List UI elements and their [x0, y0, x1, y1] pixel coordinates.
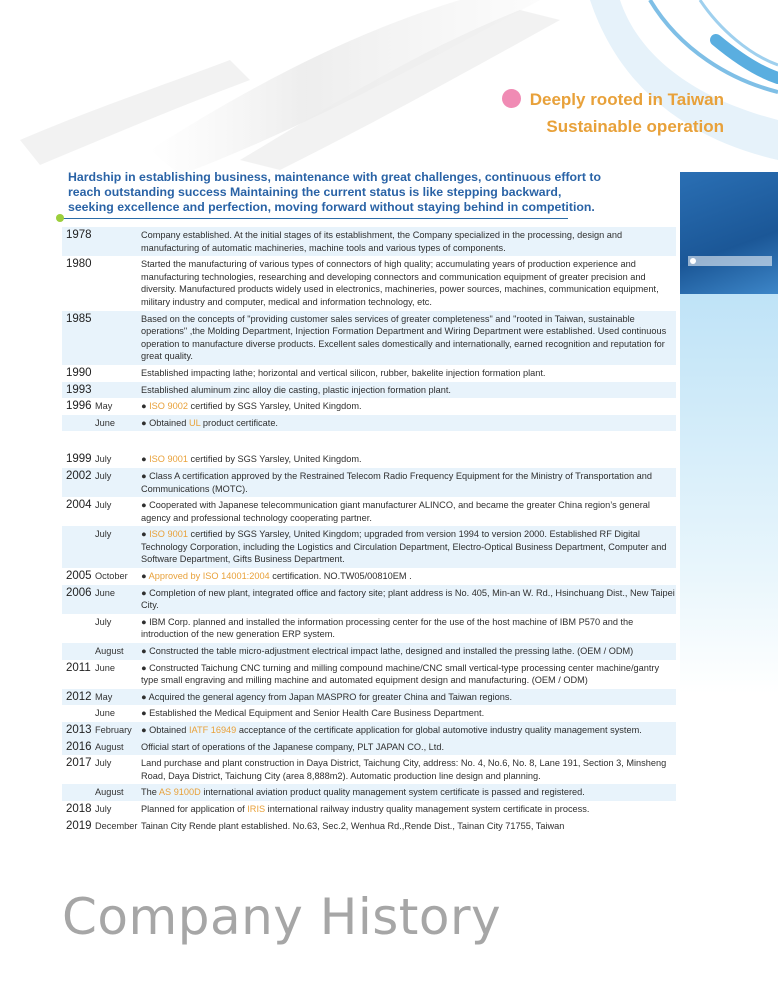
event-year: 2004 — [66, 499, 92, 512]
event-text-part: product certificate. — [200, 417, 278, 428]
intro-text — [68, 170, 628, 214]
event-month: June — [95, 417, 115, 428]
event-year: 2013 — [66, 724, 92, 736]
event-text — [141, 724, 676, 737]
table-row — [62, 431, 676, 451]
table-row — [62, 451, 676, 468]
table-row — [62, 468, 676, 497]
table-row — [62, 382, 676, 399]
event-year: 1996 — [66, 400, 92, 413]
event-text — [141, 757, 676, 782]
event-month: July — [95, 470, 112, 481]
table-row — [62, 497, 676, 526]
event-text-part: international aviation product quality management system certificate is passed and registered. — [200, 787, 585, 798]
event-text — [141, 645, 676, 658]
table-row — [62, 398, 676, 415]
event-text — [141, 662, 676, 687]
event-month: July — [95, 454, 112, 465]
table-row — [62, 526, 676, 568]
event-month: July — [95, 758, 112, 769]
history-timeline — [62, 227, 676, 834]
certification-highlight: ISO 9001 — [149, 454, 188, 465]
table-row — [62, 585, 676, 614]
table-row — [62, 660, 676, 689]
side-gradient-strip — [680, 294, 778, 694]
event-text-part: Established aluminum zinc alloy die casting, plastic injection formation plant. — [141, 384, 451, 395]
table-row — [62, 311, 676, 365]
event-text-part: ● — [141, 571, 149, 582]
side-photo — [680, 172, 778, 294]
event-text — [141, 229, 676, 254]
event-month: June — [95, 708, 115, 719]
event-text — [141, 741, 676, 754]
event-month: August — [95, 787, 124, 798]
event-text-part: international railway industry quality management system certificate in process. — [265, 803, 590, 814]
event-text-part: Official start of operations of the Japanese company, PLT JAPAN CO., Ltd. — [141, 741, 444, 752]
table-row — [62, 643, 676, 660]
pink-dot-icon — [502, 89, 521, 108]
event-text — [141, 313, 676, 363]
table-row — [62, 256, 676, 310]
event-year: 1980 — [66, 258, 92, 271]
event-text — [141, 786, 676, 799]
certification-highlight: IATF 16949 — [188, 725, 237, 735]
event-month: February — [95, 725, 132, 735]
table-row — [62, 227, 676, 256]
table-row — [62, 568, 676, 585]
event-year: 2019 — [66, 819, 92, 832]
certification-highlight: IRIS — [247, 803, 266, 814]
event-text-part: certified by SGS Yarsley, United Kingdom; upgraded from version 1994 to version 2000. Established RF Digital Technology Corporation, including the Logistics and Circulation Department, Electro-Optical Business Department, Computer and Software Department, Gifts Business Department. — [141, 529, 667, 565]
event-text — [141, 453, 676, 466]
event-text-part: Company established. At the initial stages of its establishment, the Company specialized in the processing, design and manufacturing of automatic machineries, machine tools and various types of components. — [141, 230, 623, 253]
intro-line: seeking excellence and perfection, moving forward without staying behind in competition. — [68, 199, 595, 214]
event-year: 1993 — [66, 383, 92, 396]
table-row — [62, 722, 676, 739]
event-text-part: Planned for application of — [141, 803, 248, 814]
certification-highlight: Approved by ISO 14001:2004 — [148, 571, 270, 582]
table-row — [62, 614, 676, 643]
event-year: 2012 — [66, 690, 92, 703]
heading-line-2: Sustainable operation — [546, 117, 724, 136]
event-month: December — [95, 820, 138, 831]
event-year: 2018 — [66, 802, 92, 815]
event-text-part: ● — [141, 529, 150, 540]
event-month: August — [95, 741, 124, 752]
event-text — [141, 803, 676, 816]
event-text-part: acceptance of the certificate application for global automotive industry quality management system. — [236, 725, 642, 735]
event-year: 1985 — [66, 312, 92, 325]
event-month: July — [95, 500, 112, 511]
event-year: 2017 — [66, 757, 92, 770]
event-year: 2002 — [66, 469, 92, 482]
event-text — [141, 499, 676, 524]
event-month: July — [95, 616, 112, 627]
event-text-part: certified by SGS Yarsley, United Kingdom. — [187, 401, 362, 412]
table-row — [62, 818, 676, 835]
event-text-part: Started the manufacturing of various types of connectors of high quality; accumulating years of production experience and manufacturing technologies, researching and developing connectors and communication equipment of greater precision and diversity. Manufactured products widely used in electronics, machineries, power sources, machines, communication equipment, military industry and computer, medical and information technology, etc. — [141, 259, 659, 307]
certification-highlight: AS 9100D — [158, 787, 201, 798]
event-text — [141, 367, 676, 380]
event-month: May — [95, 691, 113, 702]
event-month: May — [95, 401, 113, 412]
event-text-part: ● Class A certification approved by the Restrained Telecom Radio Frequency Equipment for the Ministry of Transportation and Communications (MOTC). — [141, 470, 652, 494]
table-row — [62, 739, 676, 756]
heading-line-1: Deeply rooted in Taiwan — [529, 90, 724, 109]
event-month: August — [95, 646, 124, 657]
event-text — [141, 528, 676, 566]
event-text — [141, 384, 676, 397]
table-row — [62, 365, 676, 382]
event-year: 2011 — [66, 661, 91, 674]
event-text-part: ● IBM Corp. planned and installed the information processing center for the use of the host machine of IBM P570 and the introduction of the new generation ERP system. — [141, 616, 634, 640]
event-text — [141, 570, 676, 583]
certification-highlight: ISO 9002 — [149, 401, 188, 412]
event-text — [141, 587, 676, 612]
event-month: October — [95, 571, 128, 582]
event-text-part: ● Acquired the general agency from Japan MASPRO for greater China and Taiwan regions. — [141, 691, 513, 702]
table-row — [62, 755, 676, 784]
event-text-part: ● Obtained — [141, 725, 189, 735]
table-row — [62, 705, 676, 722]
event-text-part: ● Constructed Taichung CNC turning and milling compound machine/CNC small vertical-type processing center machine/gantry type small engraving and milling machine and automated equipment design and manufacturing. (OEM / ODM) — [141, 662, 660, 686]
event-text — [141, 691, 676, 704]
event-text — [141, 400, 676, 413]
event-year: 1978 — [66, 229, 92, 241]
event-text-part: Land purchase and plant construction in Daya District, Taichung City, address: No. 4, No.6, No. 8, Lane 191, Section 3, Minsheng Road, Daya District, Taichung City (area 8,888m2). Automatic production line design and planning. — [141, 758, 667, 781]
event-year: 2005 — [66, 570, 92, 583]
table-row — [62, 784, 676, 801]
event-month: June — [95, 662, 115, 673]
event-text-part: Established impacting lathe; horizontal and vertical silicon, rubber, bakelite injection formation plant. — [141, 367, 546, 378]
page-heading — [502, 86, 724, 140]
event-year: 1999 — [66, 453, 92, 466]
event-text-part: ● Obtained — [141, 417, 189, 428]
event-text — [141, 470, 676, 495]
event-year: 1990 — [66, 366, 92, 379]
divider — [60, 218, 568, 219]
divider-dot-icon — [56, 214, 64, 222]
event-text — [141, 417, 676, 430]
event-text-part: certification. NO.TW05/00810EM . — [269, 571, 412, 582]
table-row — [62, 689, 676, 706]
event-text — [141, 616, 676, 641]
event-text-part: ● Constructed the table micro-adjustment electrical impact lathe, designed and installed the pressing lathe. (OEM / ODM) — [141, 646, 634, 657]
event-text-part: ● Cooperated with Japanese telecommunication giant manufacturer ALINCO, and became the greater China region’s general agency and professional technology cooperating partner. — [141, 500, 650, 523]
page-title: Company History — [62, 888, 502, 946]
event-text-part: Tainan City Rende plant established. No.63, Sec.2, Wenhua Rd.,Rende Dist., Tainan City 71755, Taiwan — [141, 820, 565, 831]
certification-highlight: UL — [188, 417, 201, 428]
event-text-part: ● — [141, 454, 150, 465]
certification-highlight: ISO 9001 — [149, 529, 188, 540]
event-month: July — [95, 803, 112, 814]
event-text-part: Based on the concepts of "providing customer sales services of greater completeness" and "rooted in Taiwan, sustainable operations" ,the Molding Department, Injection Formation Department and Wiring Department were established. Used continuous operation to manufacture diverse products. Excellent sales domestically and internationally, earned recognition and reputation for great quality. — [141, 313, 667, 362]
event-year: 2006 — [66, 586, 92, 599]
event-month: June — [95, 587, 115, 598]
event-year: 2016 — [66, 740, 92, 753]
intro-line: Hardship in establishing business, maintenance with great challenges, continuous effort to — [68, 170, 601, 184]
table-row — [62, 801, 676, 818]
intro-line: reach outstanding success Maintaining the current status is like stepping backward, — [68, 184, 562, 199]
event-month: July — [95, 529, 112, 540]
event-text-part: ● — [141, 401, 150, 412]
event-text-part: certified by SGS Yarsley, United Kingdom. — [187, 454, 362, 465]
event-text — [141, 820, 676, 833]
event-text-part: ● Established the Medical Equipment and Senior Health Care Business Department. — [141, 708, 485, 719]
event-text — [141, 258, 676, 308]
event-text-part: ● Completion of new plant, integrated office and factory site; plant address is No. 405, Min-an W. Rd., Hsinchuang Dist., New Taipei City. — [141, 587, 675, 611]
table-row — [62, 415, 676, 432]
event-text — [141, 707, 676, 720]
event-text-part: The — [141, 787, 159, 798]
